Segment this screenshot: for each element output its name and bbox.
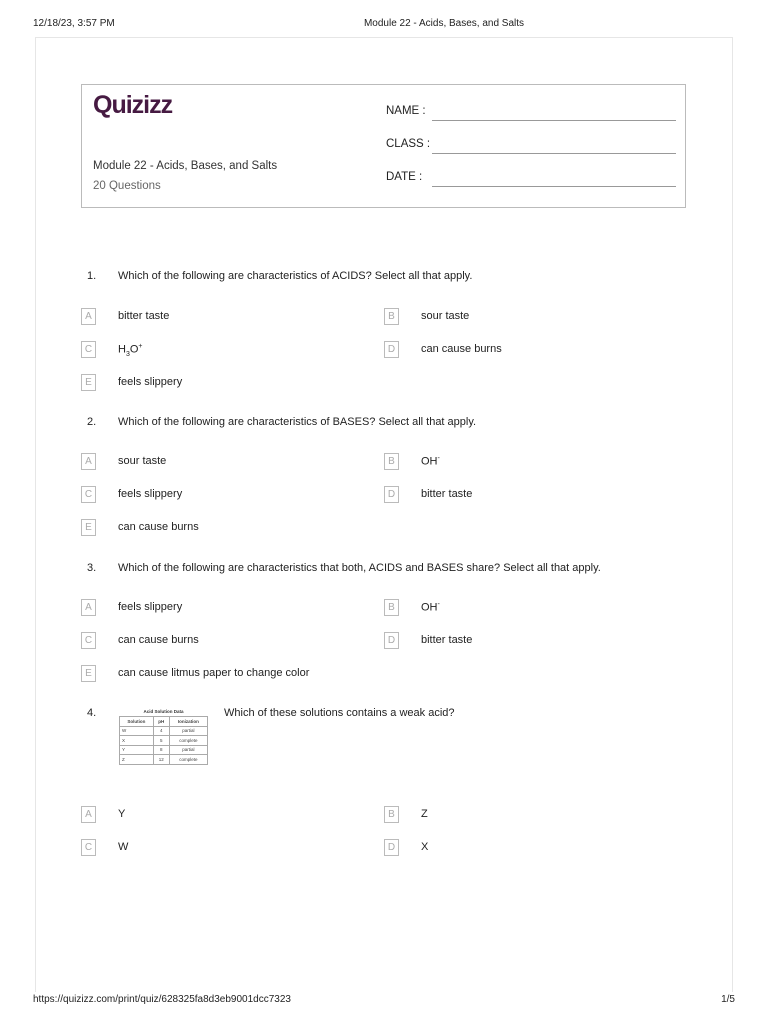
acid-data-table: [119, 707, 208, 781]
option-letter: D: [384, 341, 399, 358]
class-field: [386, 138, 676, 156]
question-2-text: Which of the following are characteristics of BASES? Select all that apply.: [118, 416, 477, 428]
option-letter: C: [81, 632, 96, 649]
option-letter: A: [81, 453, 96, 470]
table-title: Acid Solution Data: [143, 709, 184, 714]
date-field: [386, 171, 676, 189]
option-text: bitter taste: [118, 310, 170, 322]
option-letter: B: [384, 599, 399, 616]
option-text-formula: OH-: [421, 601, 440, 614]
quizizz-logo: Quizizz: [93, 91, 173, 119]
option-letter: A: [81, 308, 96, 325]
question-1-number: 1.: [87, 270, 97, 282]
q2-option-e[interactable]: [81, 519, 361, 537]
option-letter: B: [384, 308, 399, 325]
table-row: W 4 partial: [120, 726, 208, 736]
option-letter: C: [81, 839, 96, 856]
option-letter: D: [384, 632, 399, 649]
data-table: [119, 716, 208, 765]
q1-option-b[interactable]: [384, 308, 664, 326]
name-field: [386, 105, 676, 123]
option-text: can cause burns: [118, 521, 199, 533]
option-letter: E: [81, 374, 96, 391]
option-letter: E: [81, 665, 96, 682]
question-3-text: Which of the following are characteristics that both, ACIDS and BASES share? Select all that apply.: [118, 562, 601, 574]
option-text: can cause burns: [421, 343, 502, 355]
option-letter: C: [81, 486, 96, 503]
option-text: W: [118, 841, 129, 853]
option-text-formula: OH-: [421, 455, 440, 468]
name-label: NAME :: [386, 105, 426, 117]
print-datetime: 12/18/23, 3:57 PM: [33, 18, 115, 29]
table-header: Ionization: [169, 717, 207, 727]
q3-option-d[interactable]: [384, 632, 664, 650]
date-label: DATE :: [386, 171, 423, 183]
table-row: Z 12 complete: [120, 755, 208, 765]
table-row: X 5 complete: [120, 736, 208, 746]
q3-option-a[interactable]: [81, 599, 361, 617]
option-text: feels slippery: [118, 601, 183, 613]
q3-option-b[interactable]: [384, 599, 664, 617]
q4-option-a[interactable]: [81, 806, 361, 824]
question-2-number: 2.: [87, 416, 97, 428]
option-letter: A: [81, 806, 96, 823]
question-3-number: 3.: [87, 562, 97, 574]
q2-option-d[interactable]: [384, 486, 664, 504]
table-row: Y 8 partial: [120, 745, 208, 755]
option-text: sour taste: [421, 310, 470, 322]
option-letter: A: [81, 599, 96, 616]
name-line: [432, 120, 676, 121]
option-text: X: [421, 841, 429, 853]
table-header: Solution: [120, 717, 154, 727]
question-4-text: Which of these solutions contains a weak acid?: [224, 707, 455, 719]
quiz-header-box: [81, 84, 686, 208]
option-text: feels slippery: [118, 376, 183, 388]
option-text: can cause burns: [118, 634, 199, 646]
q2-option-a[interactable]: [81, 453, 361, 471]
option-letter: D: [384, 839, 399, 856]
option-letter: B: [384, 453, 399, 470]
q1-option-d[interactable]: [384, 341, 664, 359]
print-header: [0, 18, 768, 32]
q2-option-b[interactable]: [384, 453, 664, 471]
question-count: 20 Questions: [93, 180, 161, 192]
option-letter: E: [81, 519, 96, 536]
print-page-number: 1/5: [721, 994, 735, 1005]
quiz-title: Module 22 - Acids, Bases, and Salts: [93, 160, 278, 172]
q3-option-c[interactable]: [81, 632, 361, 650]
option-text: bitter taste: [421, 634, 473, 646]
q4-option-d[interactable]: [384, 839, 664, 857]
q2-option-c[interactable]: [81, 486, 361, 504]
q1-option-a[interactable]: [81, 308, 361, 326]
option-letter: B: [384, 806, 399, 823]
q1-option-e[interactable]: [81, 374, 361, 392]
option-letter: C: [81, 341, 96, 358]
option-text: sour taste: [118, 455, 167, 467]
option-text: feels slippery: [118, 488, 183, 500]
option-text-formula: $H_3O^+$: [118, 343, 143, 358]
q1-option-c[interactable]: [81, 341, 361, 359]
option-text: Z: [421, 808, 428, 820]
date-line: [432, 186, 676, 187]
question-1-text: Which of the following are characteristics of ACIDS? Select all that apply.: [118, 270, 473, 282]
class-line: [432, 153, 676, 154]
q4-option-c[interactable]: [81, 839, 361, 857]
option-text: Y: [118, 808, 126, 820]
option-text: bitter taste: [421, 488, 473, 500]
class-label: CLASS :: [386, 138, 431, 150]
print-url: https://quizizz.com/print/quiz/628325fa8d3eb9001dcc7323: [33, 994, 291, 1005]
print-doc-title: Module 22 - Acids, Bases, and Salts: [363, 18, 525, 29]
question-4-number: 4.: [87, 707, 97, 719]
option-letter: D: [384, 486, 399, 503]
table-header: pH: [153, 717, 169, 727]
q4-option-b[interactable]: [384, 806, 664, 824]
print-footer: [0, 994, 768, 1008]
q3-option-e[interactable]: [81, 665, 361, 683]
option-text: can cause litmus paper to change color: [118, 667, 310, 679]
